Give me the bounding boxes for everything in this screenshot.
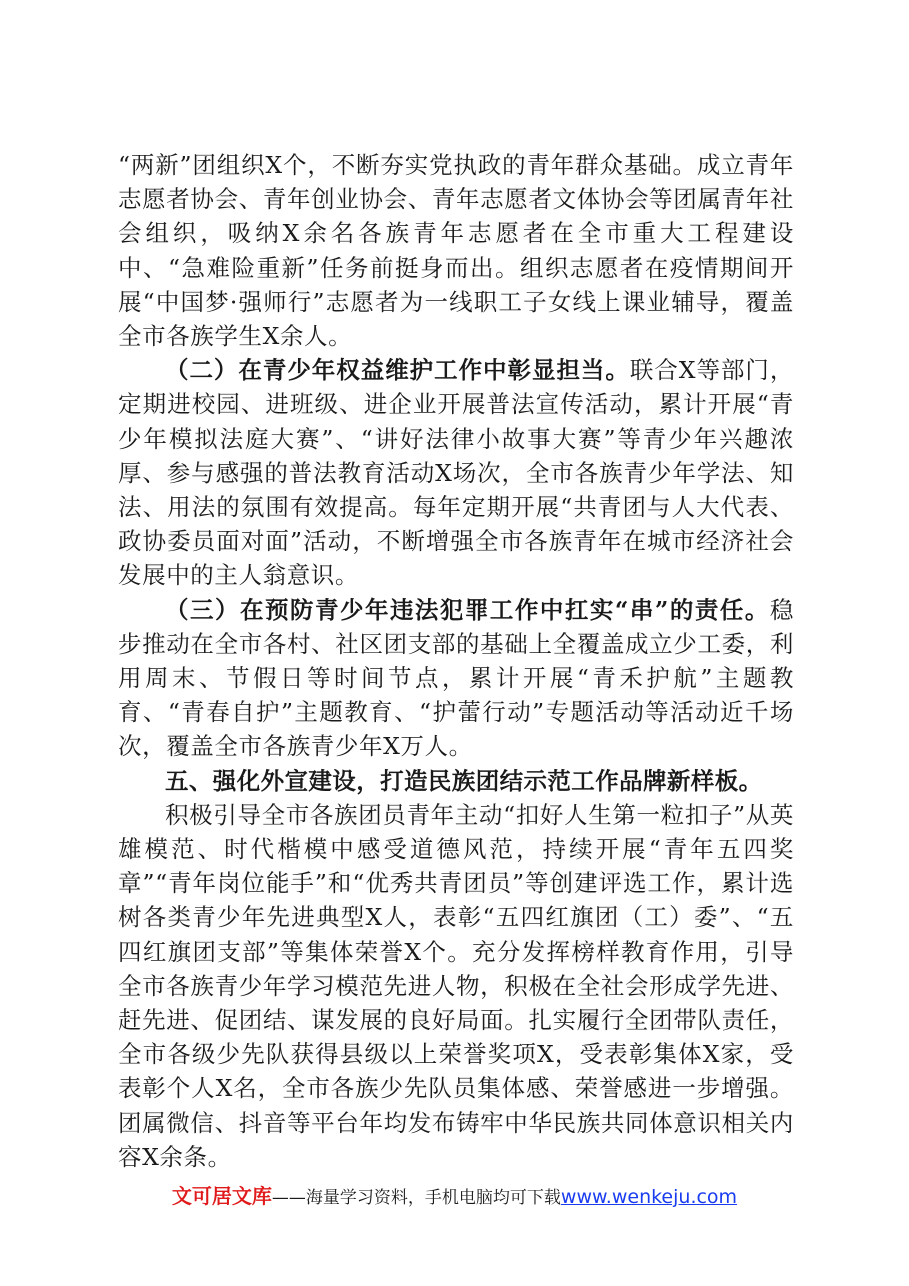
footer-banner: [0, 1183, 909, 1211]
section-heading-five: 五、强化外宣建设，打造民族团结示范工作品牌新样板。: [165, 766, 763, 795]
footer-tagline: ——海量学习资料，手机电脑均可下载: [271, 1188, 561, 1208]
paragraph-role-models: 积极引导全市各族团员青年主动“扣好人生第一粒扣子”从英雄模范、时代楷模中感受道德风范，持续开展“青年五四奖章”“青年岗位能手”和“优秀共青团员”等创建评选工作，累计选树各类青少年先进典型X人，表彰“五四红旗团（工）委”、“五四红旗团支部”等集体荣誉X个。充分发挥榜样教育作用，引导全市各族青少年学习模范先进人物，积极在全社会形成学先进、赶先进、促团结、谋发展的良好局面。扎实履行全团带队责任，全市各级少先队获得县级以上荣誉奖项X，受表彰集体X家，受表彰个人X名，全市各族少先队员集体感、荣誉感进一步增强。团属微信、抖音等平台年均发布铸牢中华民族共同体意识相关内容X余条。: [118, 800, 794, 1171]
footer-url-link[interactable]: www.wenkeju.com: [560, 1186, 738, 1208]
paragraph-two-new-organizations: “两新”团组织X个，不断夯实党执政的青年群众基础。成立青年志愿者协会、青年创业协会、青年志愿者文体协会等团属青年社会组织，吸纳X余名各族青年志愿者在全市重大工程建设中、“急难险重新”任务前挺身而出。组织志愿者在疫情期间开展“中国梦·强师行”志愿者为一线职工子女线上课业辅导，覆盖全市各族学生X余人。: [118, 151, 794, 351]
paragraph-crime-prevention-text: 稳步推动在全市各村、社区团支部的基础上全覆盖成立少工委，利用周末、节假日等时间节点，累计开展“青禾护航”主题教育、“青春自护”主题教育、“护蕾行动”专题活动等活动近千场次，覆盖全市各族青少年X万人。: [118, 595, 794, 761]
document-body: [118, 148, 794, 1174]
footer-brand: 文可居文库: [171, 1184, 272, 1208]
subheading-crime-prevention: （三）在预防青少年违法犯罪工作中扛实“串”的责任。: [165, 595, 770, 624]
paragraph-rights-protection: [118, 353, 794, 592]
paragraph-rights-protection-text: 联合X等部门，定期进校园、进班级、进企业开展普法宣传活动，累计开展“青少年模拟法庭大赛”、“讲好法律小故事大赛”等青少年兴趣浓厚、参与感强的普法教育活动X场次，全市各族青少年学法、知法、用法的氛围有效提高。每年定期开展“共青团与人大代表、政协委员面对面”活动，不断增强全市各族青年在城市经济社会发展中的主人翁意识。: [118, 356, 794, 590]
paragraph-crime-prevention: [118, 593, 794, 764]
subheading-rights-protection: （二）在青少年权益维护工作中彰显担当。: [165, 356, 630, 385]
